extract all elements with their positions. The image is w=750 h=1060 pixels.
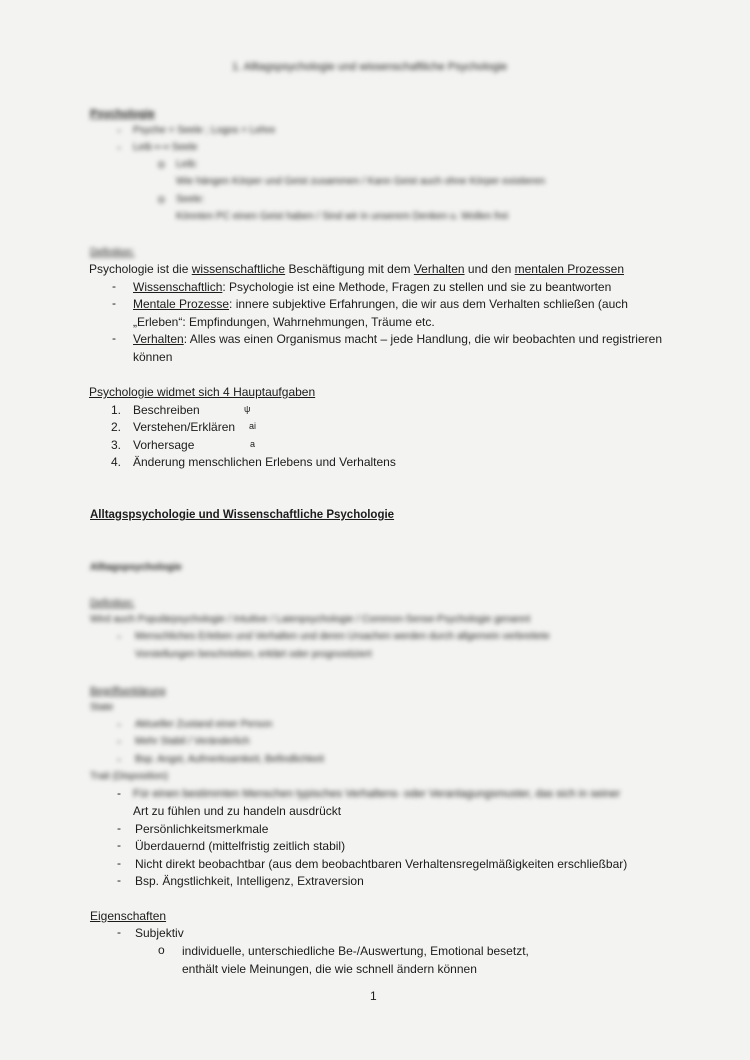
definition-item: Mentale Prozesse: innere subjektive Erfahrungen, die wir aus dem Verhalten schließen (auch [133,297,628,311]
intro-heading: Psychologie [90,108,155,120]
eigenschaften-heading: Eigenschaften [90,909,167,923]
trait-item-cont: Art zu fühlen und zu handeln ausdrückt [133,804,342,818]
state-item: Mehr Stabil / Veränderlich [135,736,250,747]
trait-item: Persönlichkeitsmerkmale [135,822,269,836]
definition-item-cont: können [133,350,173,364]
terms-label: Begriffserklärung [90,686,166,697]
subheading: Alltagspsychologie [90,562,182,573]
definition-item: Verhalten: Alles was einen Organismus macht – jede Handlung, die wir beobachten und registrieren [133,332,662,346]
handwritten-mark: a [250,439,256,449]
definition-item-cont: „Erleben“: Empfindungen, Wahrnehmungen, Träume etc. [133,315,435,329]
task-item: 2. Verstehen/Erklären [111,420,236,434]
definition-item-cont: Vorstellungen beschrieben, erklärt oder prognostiziert [135,649,372,660]
definition-text: Wird auch Populärpsychologie / Intuitive / Laienpsychologie / Common-Sense-Psychologie genannt [90,614,531,625]
document-page: 1. Alltagspsychologie und wissenschaftliche Psychologie Psychologie - Psyche = Seele ; Logos = Lehre - Leib ⟷ Seele o Leib: Wie hängen Körper und Geist zusammen / Kann Geist auch ohne Körper existieren o Seele: Könnten PC einen Geist haben / Sind wir in unserem Denken u. Wollen frei Definition: Psychologie ist die wissenschaftliche Beschäftigung mit dem Verhalten und den mentalen Prozessen - Wissenschaftlich: Psychologie ist eine Methode, Fragen zu stellen und sie zu beantworten - Mentale Prozesse: innere subjektive Erfahrungen, die wir aus dem Verhalten schließen (auch „Erleben“: Empfindungen, Wahrnehmungen, Träume etc. - Verhalten: Alles was einen Organismus macht – jede Handlung, die wir beobachten und registrieren können Psychologie widmet sich 4 Hauptaufgaben 1. Beschreiben ψ 2. Verstehen/Erklären ai 3. Vorhersage a 4. Änderung menschlichen Erlebens und Verhaltens Alltagspsychologie und Wissenschaftliche Psychologie Alltagspsychologie Definition: Wird auch Populärpsychologie / Intuitive / Laienpsychologie / Common-Sense-Psychologie genannt - Menschliches Erleben und Verhalten und deren Ursachen werden durch allgemein verbreitete Vorstellungen beschrieben, erklärt oder prognostiziert Begriffserklärung State - Aktueller Zustand einer Person - Mehr Stabil / Veränderlich - Bsp. Angst, Aufmerksamkeit, Befindlichkeit Trait (Disposition) Für einen bestimmten Menschen typisches Verhaltens- oder Veranlagungsmuster, das sich in seiner - Art zu fühlen und zu handeln ausdrückt - Persönlichkeitsmerkmale - Überdauernd (mittelfristig zeitlich stabil) - Nicht direkt beobachtbar (aus dem beobachtbaren Verhaltensregelmäßigkeiten erschließbar) - Bsp. Ängstlichkeit, Intelligenz, Extraversion Eigenschaften - Subjektiv o individuelle, unterschiedliche Be-/Auswertung, Emotional besetzt, enthält viele Meinungen, die wie schnell ändern können 1 [89,61,662,1003]
eigenschaften-subitem: individuelle, unterschiedliche Be-/Auswertung, Emotional besetzt, [182,944,529,958]
definition-item: Menschliches Erleben und Verhalten und deren Ursachen werden durch allgemein verbreitete [135,631,550,642]
intro-item: Wie hängen Körper und Geist zusammen / Kann Geist auch ohne Körper existieren [176,176,546,187]
trait-label: Trait (Disposition) [90,771,168,782]
intro-item: Psyche = Seele ; Logos = Lehre [133,125,276,136]
state-label: State [90,702,114,713]
task-item: 1. Beschreiben [111,403,200,417]
eigenschaften-item: Subjektiv [135,926,184,940]
definition-label: Definition: [90,598,135,609]
definition-sentence: Psychologie ist die wissenschaftliche Beschäftigung mit dem Verhalten und den mentalen Prozessen [89,262,625,276]
state-item: Aktueller Zustand einer Person [135,719,273,730]
trait-item: Für einen bestimmten Menschen typisches Verhaltens- oder Veranlagungsmuster, das sich in seiner [133,788,621,800]
task-item: 4. Änderung menschlichen Erlebens und Verhaltens [111,455,396,469]
intro-item: Könnten PC einen Geist haben / Sind wir in unserem Denken u. Wollen frei [176,211,509,222]
page-number: 1 [370,989,377,1003]
handwritten-mark: ψ [244,404,251,414]
trait-item: Überdauernd (mittelfristig zeitlich stabil) [135,839,346,853]
definition-label: Definition: [90,247,135,258]
intro-item: Seele: [176,194,205,205]
handwritten-mark: ai [249,421,257,431]
intro-item: Leib: [176,159,198,170]
section-heading: Alltagspsychologie und Wissenschaftliche Psychologie [90,509,395,521]
task-item: 3. Vorhersage [111,438,195,452]
state-item: Bsp. Angst, Aufmerksamkeit, Befindlichkeit [135,754,324,765]
definition-item: Wissenschaftlich: Psychologie ist eine Methode, Fragen zu stellen und sie zu beantworten [133,280,612,294]
intro-item: Leib ⟷ Seele [133,142,198,153]
trait-item: Bsp. Ängstlichkeit, Intelligenz, Extraversion [135,874,364,888]
trait-item: Nicht direkt beobachtbar (aus dem beobachtbaren Verhaltensregelmäßigkeiten erschließbar) [135,857,628,871]
tasks-heading: Psychologie widmet sich 4 Hauptaufgaben [89,385,316,399]
page-title: 1. Alltagspsychologie und wissenschaftliche Psychologie [232,61,508,73]
eigenschaften-subitem: enthält viele Meinungen, die wie schnell ändern können [182,962,477,976]
